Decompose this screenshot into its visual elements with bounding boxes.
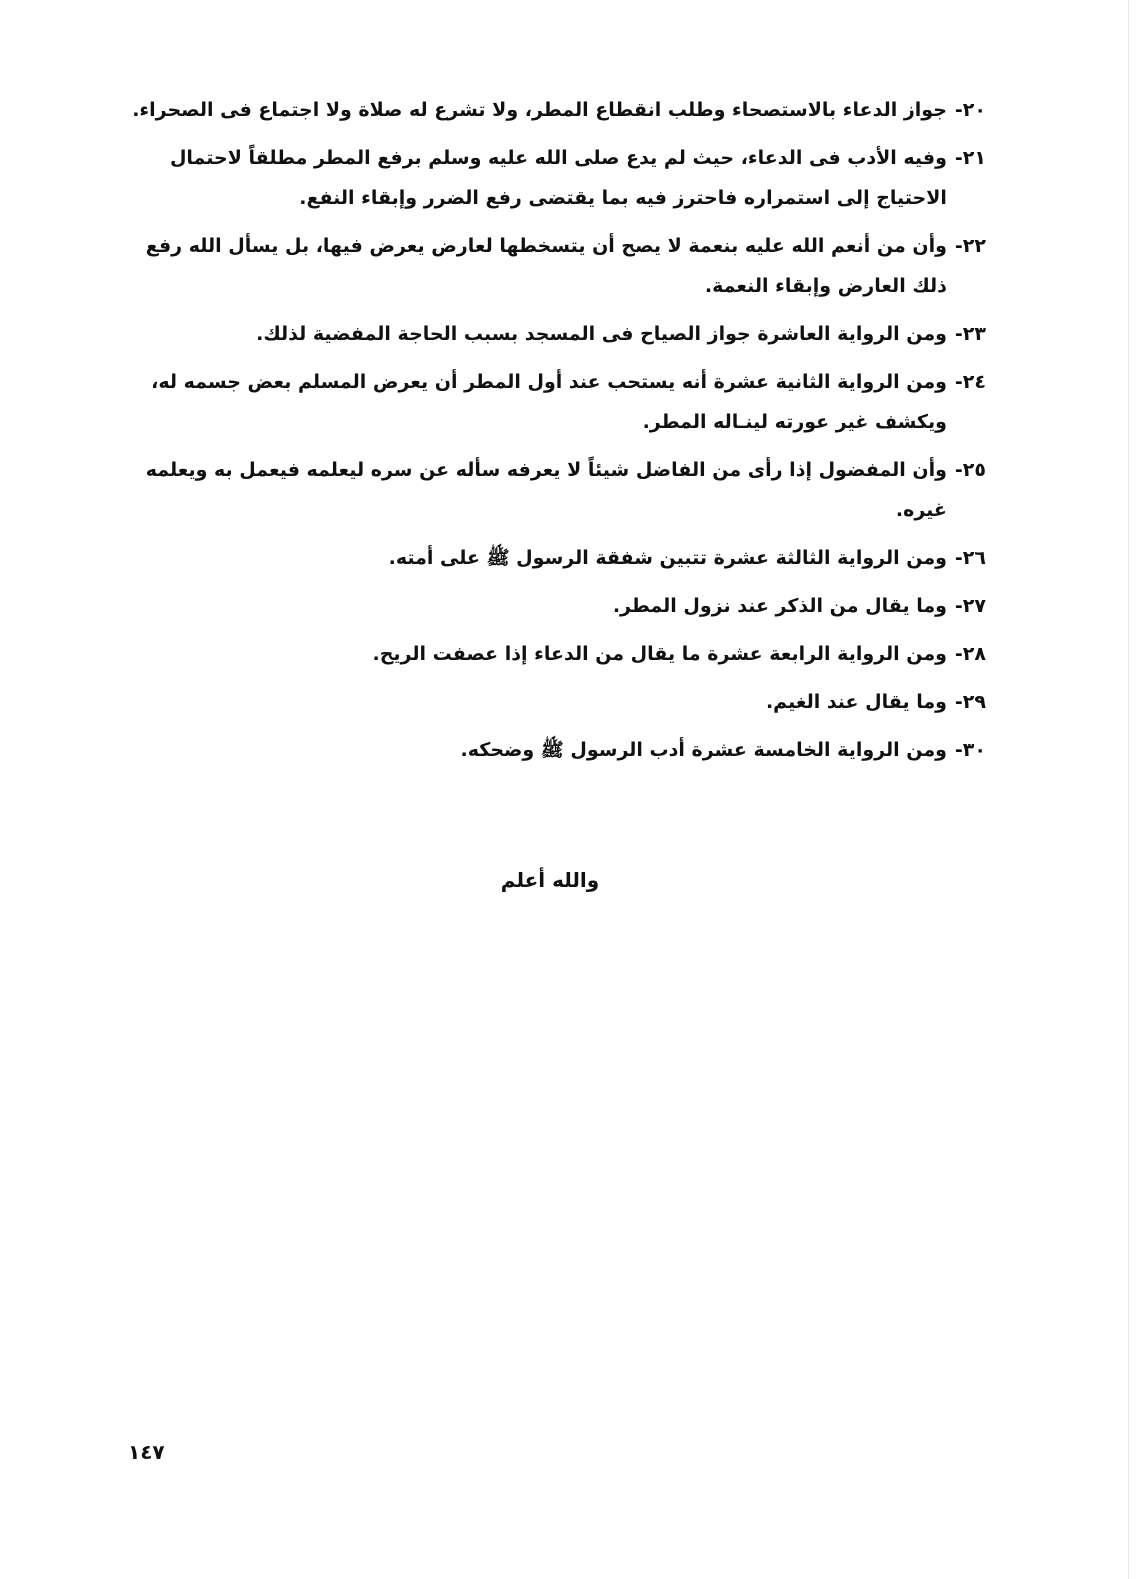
item-number: ٢٥-: [954, 459, 986, 481]
item-text: وما يقال من الذكر عند نزول المطر.: [612, 595, 947, 617]
item-number: ٢٦-: [954, 547, 986, 569]
list-item: [118, 634, 986, 674]
item-text: ومن الرواية الثانية عشرة أنه يستحب عند أول المطر أن يعرض المسلم بعض جسمه له، ويكشف غير عورته لينـاله المطر.: [151, 371, 947, 433]
page-number: ١٤٧: [128, 1440, 165, 1464]
item-text: ومن الرواية الخامسة عشرة أدب الرسول ﷺ وضحكه.: [460, 739, 947, 761]
list-item: [118, 682, 986, 722]
item-number: ٢٩-: [954, 691, 986, 713]
item-text: ومن الرواية الرابعة عشرة ما يقال من الدعاء إذا عصفت الريح.: [372, 643, 947, 665]
item-text: جواز الدعاء بالاستصحاء وطلب انقطاع المطر، ولا تشرع له صلاة ولا اجتماع فى الصحراء.: [132, 99, 947, 121]
list-item: [118, 138, 986, 218]
item-text: ومن الرواية العاشرة جواز الصياح فى المسجد بسبب الحاجة المفضية لذلك.: [256, 323, 947, 345]
item-number: ٢٢-: [954, 235, 986, 257]
item-text: وأن المفضول إذا رأى من الفاضل شيئاً لا يعرفه سأله عن سره ليعلمه فيعمل به ويعلمه غيره.: [145, 459, 947, 521]
item-number: ٢٧-: [954, 595, 986, 617]
list-item: [118, 538, 986, 578]
list-item: [118, 450, 986, 530]
item-number: ٢٠-: [954, 99, 986, 121]
list-item: [118, 90, 986, 130]
list-item: [118, 586, 986, 626]
item-number: ٣٠-: [954, 739, 986, 761]
item-text: ومن الرواية الثالثة عشرة تتبين شفقة الرسول ﷺ على أمته.: [388, 547, 947, 569]
item-text: وأن من أنعم الله عليه بنعمة لا يصح أن يتسخطها لعارض يعرض فيها، بل يسأل الله رفع ذلك العارض وإبقاء النعمة.: [145, 235, 947, 297]
list-item: [118, 226, 986, 306]
list-item: [118, 362, 986, 442]
numbered-list: [118, 90, 986, 778]
item-number: ٢٤-: [954, 371, 986, 393]
item-number: ٢٣-: [954, 323, 986, 345]
item-text: وفيه الأدب فى الدعاء، حيث لم يدع صلى الله عليه وسلم برفع المطر مطلقاً لاحتمال الاحتياج إلى استمراره فاحترز فيه بما يقتضى رفع الضرر وإبقاء النفع.: [169, 147, 947, 209]
item-number: ٢٨-: [954, 643, 986, 665]
item-number: ٢١-: [954, 147, 986, 169]
item-text: وما يقال عند الغيم.: [765, 691, 947, 713]
list-item: [118, 314, 986, 354]
scan-edge-line: [1128, 0, 1129, 1579]
list-item: [118, 730, 986, 770]
closing-phrase: والله أعلم: [500, 868, 600, 892]
